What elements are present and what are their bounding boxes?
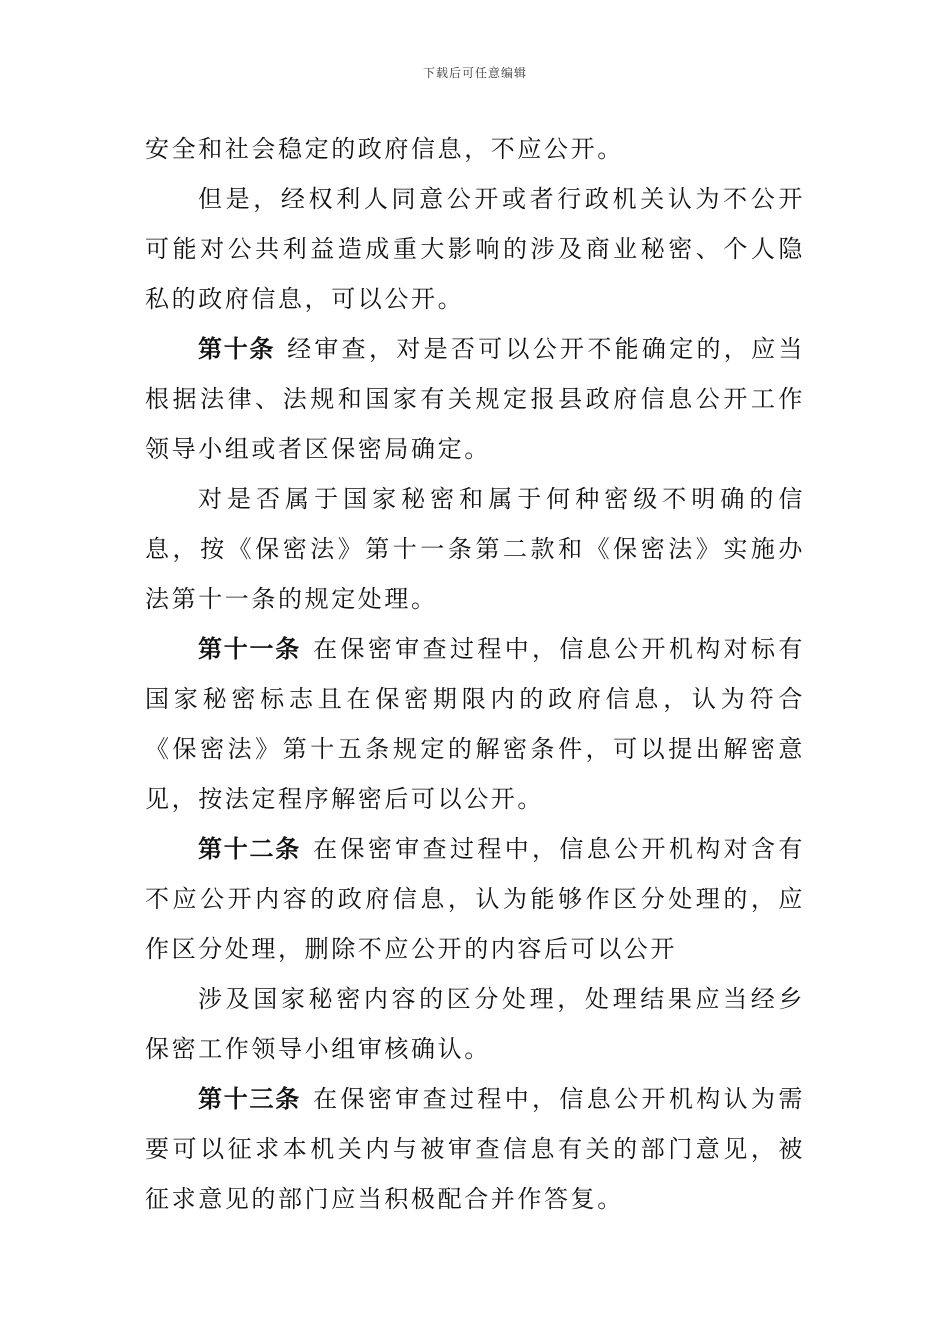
article-number: 第十条	[198, 334, 276, 363]
page-header: 下载后可任意编辑	[422, 66, 527, 80]
article-10	[145, 324, 805, 474]
article-12	[145, 824, 805, 974]
paragraph-text: 在保密审查过程中，信息公开机构对标有国家秘密标志且在保密期限内的政府信息，认为符合《保密法》第十五条规定的解密条件，可以提出解密意见，按法定程序解密后可以公开。	[145, 635, 805, 813]
article-13	[145, 1074, 805, 1224]
paragraph-exception	[145, 174, 805, 324]
paragraph-text: 安全和社会稳定的政府信息，不应公开。	[145, 135, 624, 163]
paragraph-text: 对是否属于国家秘密和属于何种密级不明确的信息，按《保密法》第十一条第二款和《保密法》实施办法第十一条的规定处理。	[145, 485, 805, 613]
paragraph-text: 在保密审查过程中，信息公开机构认为需要可以征求本机关内与被审查信息有关的部门意见，被征求意见的部门应当积极配合并作答复。	[145, 1085, 805, 1213]
article-number: 第十三条	[198, 1084, 302, 1113]
paragraph-text: 但是，经权利人同意公开或者行政机关认为不公开可能对公共利益造成重大影响的涉及商业秘密、个人隐私的政府信息，可以公开。	[145, 185, 805, 313]
article-number: 第十二条	[198, 834, 302, 863]
document-body	[145, 124, 805, 1224]
paragraph-text: 涉及国家秘密内容的区分处理，处理结果应当经乡保密工作领导小组审核确认。	[145, 985, 805, 1063]
paragraph-text: 经审查，对是否可以公开不能确定的，应当根据法律、法规和国家有关规定报县政府信息公开工作领导小组或者区保密局确定。	[145, 335, 806, 463]
paragraph-separation	[145, 974, 805, 1074]
paragraph-text: 在保密审查过程中，信息公开机构对含有不应公开内容的政府信息，认为能够作区分处理的，应作区分处理，删除不应公开的内容后可以公开	[145, 835, 805, 963]
paragraph-continuation	[145, 124, 805, 174]
article-11	[145, 624, 805, 824]
article-number: 第十一条	[198, 634, 302, 663]
paragraph-secret-level	[145, 474, 805, 624]
